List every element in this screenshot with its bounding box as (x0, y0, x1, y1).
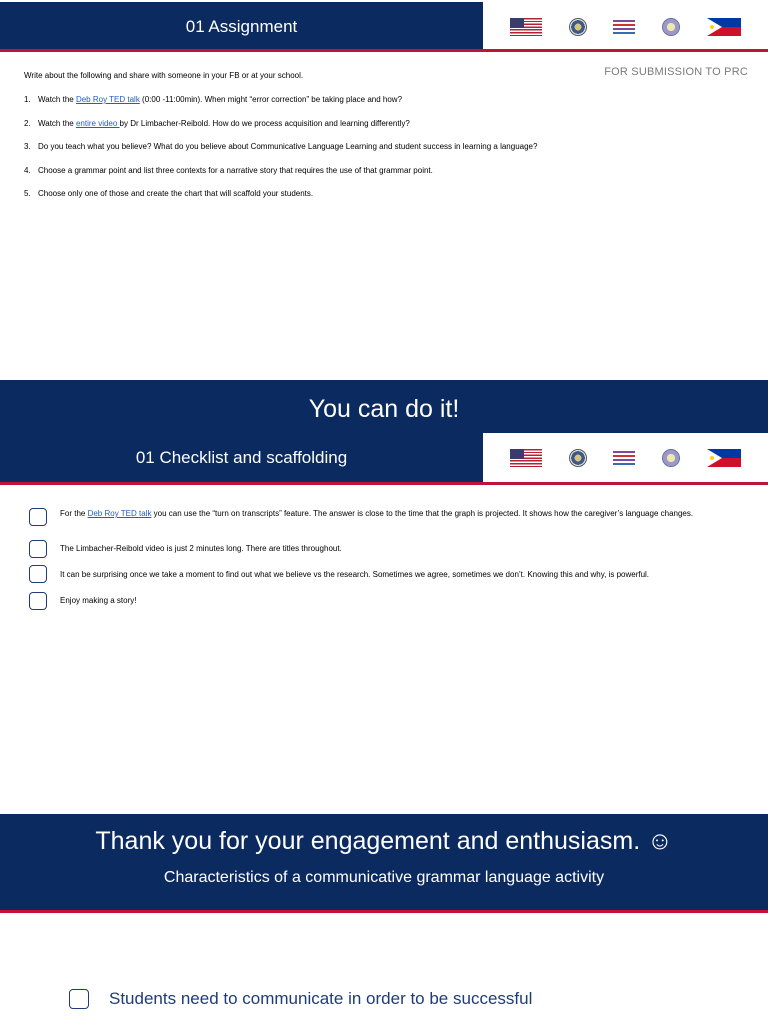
task-text (38, 119, 410, 143)
banner-title: You can do it! (308, 395, 460, 423)
deped-seal-icon (662, 18, 680, 36)
checklist-item (69, 989, 532, 1009)
submission-label: FOR SUBMISSION TO PRC (604, 66, 748, 78)
task-number: 5. (24, 189, 31, 198)
philippine-flag-icon (707, 18, 741, 36)
checkbox-icon[interactable] (29, 540, 47, 558)
checklist-item-text: It can be surprising once we take a moment to find out what we believe vs the research. Sometimes we agree, sometimes we don’t. Knowing this and why, is powerful. (60, 570, 650, 579)
task-item (24, 166, 537, 190)
checkbox-icon[interactable] (29, 592, 47, 610)
checklist-item-text: The Limbacher-Reibold video is just 2 minutes long. There are titles throughout. (60, 544, 342, 553)
task-number: 4. (24, 165, 31, 175)
task-text: Do you teach what you believe? What do you believe about Communicative Language Learning and student success in learning a language? (38, 142, 538, 151)
deb-roy-ted-link[interactable]: Deb Roy TED talk (87, 509, 152, 518)
task-text-start: Watch the (38, 118, 76, 128)
header-divider (0, 482, 768, 485)
task-number: 2. (24, 118, 31, 128)
thank-you-banner (0, 814, 768, 910)
thank-you-title: Thank you for your engagement and enthusiasm. ☺ (95, 827, 673, 855)
slide-assignment (0, 0, 768, 380)
header-title (0, 2, 483, 52)
philippine-flag-icon (707, 449, 741, 467)
state-department-seal-icon (569, 18, 587, 36)
task-item (24, 119, 537, 143)
task-text-end: by Dr Limbacher-Reibold. How do we process acquisition and learning differently? (119, 118, 410, 128)
assignment-intro: Write about the following and share with someone in your FB or at your school. (24, 71, 304, 80)
entire-video-link[interactable]: entire video (75, 118, 120, 128)
task-text-end: (0:00 -11:00min). When might “error correction” be taking place and how? (139, 95, 403, 104)
task-item (24, 142, 537, 166)
slide-subtitle: Characteristics of a communicative grammar language activity (163, 869, 605, 886)
task-item (24, 189, 537, 213)
checkbox-icon[interactable] (69, 989, 89, 1009)
checklist-item-text: Students need to communicate in order to be successful (109, 989, 533, 1008)
task-item (24, 95, 537, 119)
task-text-start: Watch the (38, 95, 76, 104)
deped-seal-icon (662, 449, 680, 467)
english-program-logo-icon (613, 20, 635, 35)
task-number: 1. (24, 95, 31, 104)
checklist-header-text: 01 Checklist and scaffolding (135, 448, 348, 467)
us-flag-icon (510, 18, 542, 36)
checklist-header-title (0, 433, 483, 483)
logo-strip (483, 433, 768, 483)
deb-roy-ted-link[interactable]: Deb Roy TED talk (75, 95, 140, 104)
us-flag-icon (510, 449, 542, 467)
checklist-item (29, 540, 729, 558)
task-list (24, 95, 537, 213)
checklist-item (29, 508, 729, 526)
task-text: Choose only one of those and create the chart that will scaffold your students. (38, 189, 314, 198)
state-department-seal-icon (569, 449, 587, 467)
task-text: Choose a grammar point and list three contexts for a narrative story that requires the use of that grammar point. (38, 165, 433, 175)
checklist-item (29, 565, 729, 583)
header-title-text: 01 Assignment (185, 17, 298, 36)
checklist-item (29, 592, 729, 610)
logo-strip (483, 2, 768, 52)
item-text-start: For the (60, 509, 88, 518)
checklist-item-text: Enjoy making a story! (60, 596, 137, 605)
checkbox-icon[interactable] (29, 508, 47, 526)
english-program-logo-icon (613, 451, 635, 466)
task-number: 3. (24, 142, 31, 151)
checkbox-icon[interactable] (29, 565, 47, 583)
item-text-end: you can use the “turn on transcripts” feature. The answer is close to the time that the graph is projected. It shows how the caregiver’s language changes. (151, 509, 694, 518)
header-divider (0, 910, 768, 913)
encouragement-banner (0, 380, 768, 433)
header-divider (0, 49, 768, 52)
task-text (38, 95, 402, 119)
checklist-item-text (60, 508, 720, 520)
